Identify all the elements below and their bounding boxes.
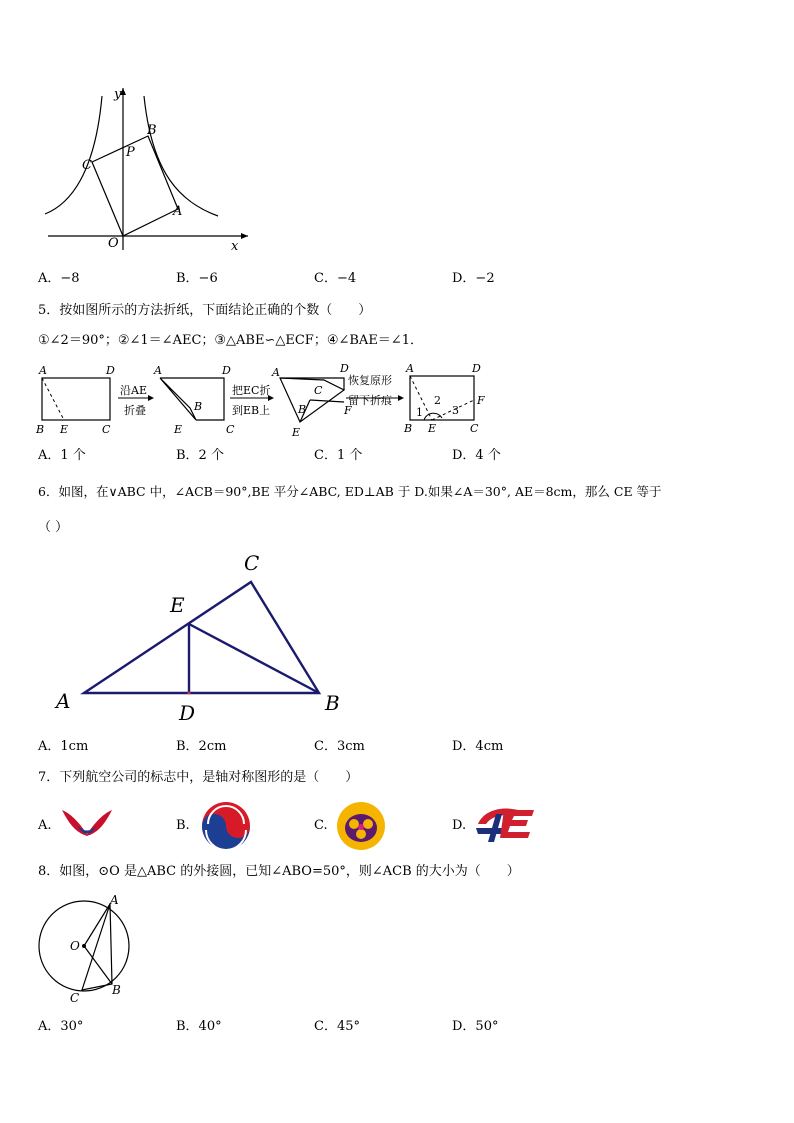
q6-paren: （ ） bbox=[38, 520, 69, 535]
q5-option-b[interactable]: B．2 个 bbox=[176, 448, 224, 463]
q7-option-d[interactable]: D. bbox=[452, 818, 467, 833]
q8-figure bbox=[34, 892, 138, 1004]
q5-p3-F: F bbox=[344, 404, 352, 417]
q5-figure bbox=[34, 360, 504, 442]
q5-statements: ①∠2＝90°；②∠1＝∠AEC；③△ABE∽△ECF；④∠BAE＝∠1． bbox=[38, 333, 423, 348]
q5-p4-E: E bbox=[428, 422, 437, 435]
q5-p2-E: E bbox=[174, 423, 183, 436]
q5-p4-C: C bbox=[470, 422, 479, 435]
q6-label-E: E bbox=[170, 593, 185, 617]
q5-p3-A: A bbox=[272, 366, 280, 379]
q5-step2: 把EC折 bbox=[232, 384, 271, 397]
q8-label-O: O bbox=[70, 939, 80, 953]
q4-label-A: A bbox=[173, 204, 183, 219]
q5-p2-B: B bbox=[194, 400, 203, 413]
q5-p1-D: D bbox=[106, 364, 115, 377]
q8-option-d[interactable]: D．50° bbox=[452, 1019, 499, 1034]
q5-p1-B: B bbox=[36, 423, 45, 436]
q4-option-b[interactable]: B．−6 bbox=[176, 271, 218, 286]
q8-stem: 8．如图，⊙O 是△ABC 的外接圆，已知∠ABO=50°，则∠ACB 的大小为（ ） bbox=[38, 864, 520, 879]
q8-label-C: C bbox=[70, 991, 80, 1004]
q5-p4-2: 2 bbox=[434, 394, 441, 407]
q4-label-C: C bbox=[82, 158, 92, 173]
q5-p1-C: C bbox=[102, 423, 111, 436]
q4-label-y: y bbox=[114, 87, 122, 102]
q4-figure bbox=[40, 84, 260, 256]
q5-step3b: 留下折痕 bbox=[348, 394, 392, 407]
q5-p1-A: A bbox=[39, 364, 47, 377]
thai-airways-logo[interactable] bbox=[336, 800, 386, 852]
q6-label-D: D bbox=[179, 701, 196, 725]
q5-p4-A: A bbox=[406, 362, 414, 375]
q5-step3: 恢复原形 bbox=[348, 374, 392, 387]
q6-stem: 6．如图，在∨ABC 中，∠ACB＝90°,BE 平分∠ABC, ED⊥AB 于 D.如果∠A＝30°, AE＝8cm，那么 CE 等于 bbox=[38, 484, 662, 499]
q5-p4-D: D bbox=[472, 362, 481, 375]
q4-label-x: x bbox=[231, 239, 239, 254]
q5-step2b: 到EB上 bbox=[232, 404, 271, 417]
q7-option-a[interactable]: A. bbox=[38, 818, 52, 833]
q7-option-c[interactable]: C. bbox=[314, 818, 328, 833]
q4-label-O: O bbox=[108, 236, 119, 251]
q6-option-a[interactable]: A．1cm bbox=[38, 739, 89, 754]
q5-p2-D: D bbox=[222, 364, 231, 377]
q5-stem: 5．按如图所示的方法折纸，下面结论正确的个数（ ） bbox=[38, 303, 372, 318]
q5-p3-C: C bbox=[314, 384, 323, 397]
q4-option-d[interactable]: D．−2 bbox=[452, 271, 495, 286]
q7-option-b[interactable]: B. bbox=[176, 818, 190, 833]
china-eastern-logo[interactable] bbox=[60, 806, 114, 844]
q8-option-c[interactable]: C．45° bbox=[314, 1019, 360, 1034]
q5-option-d[interactable]: D．4 个 bbox=[452, 448, 501, 463]
q4-option-c[interactable]: C．−4 bbox=[314, 271, 357, 286]
q6-option-c[interactable]: C．3cm bbox=[314, 739, 365, 754]
q7-stem: 7．下列航空公司的标志中，是轴对称图形的是（ ） bbox=[38, 770, 359, 785]
q8-option-b[interactable]: B．40° bbox=[176, 1019, 222, 1034]
q5-p4-3: 3 bbox=[452, 404, 459, 417]
q5-p4-1: 1 bbox=[416, 406, 423, 419]
q6-option-b[interactable]: B．2cm bbox=[176, 739, 227, 754]
q8-option-a[interactable]: A．30° bbox=[38, 1019, 84, 1034]
q5-p3-D: D bbox=[340, 362, 349, 375]
q5-option-c[interactable]: C．1 个 bbox=[314, 448, 363, 463]
q5-step1b: 折叠 bbox=[124, 404, 146, 417]
q6-figure bbox=[50, 548, 350, 726]
korean-air-logo[interactable] bbox=[200, 800, 252, 852]
q5-p2-A: A bbox=[154, 364, 162, 377]
q5-p2-C: C bbox=[226, 423, 235, 436]
q6-option-d[interactable]: D．4cm bbox=[452, 739, 504, 754]
q8-label-A: A bbox=[110, 893, 119, 907]
q8-label-B: B bbox=[112, 983, 121, 997]
q5-step1: 沿AE bbox=[120, 384, 147, 397]
q5-p4-B: B bbox=[404, 422, 413, 435]
q4-label-B: B bbox=[147, 123, 157, 138]
q5-p3-B: B bbox=[298, 403, 307, 416]
q5-p4-F: F bbox=[477, 394, 485, 407]
q5-option-a[interactable]: A．1 个 bbox=[38, 448, 86, 463]
q5-p3-E: E bbox=[292, 426, 301, 439]
q6-label-C: C bbox=[244, 551, 260, 575]
q4-label-P: P bbox=[126, 145, 135, 160]
q5-p1-E: E bbox=[60, 423, 69, 436]
q4-option-a[interactable]: A．−8 bbox=[38, 271, 80, 286]
malaysia-airlines-logo[interactable] bbox=[474, 802, 538, 846]
q6-label-B: B bbox=[325, 691, 340, 715]
q6-label-A: A bbox=[56, 689, 71, 713]
